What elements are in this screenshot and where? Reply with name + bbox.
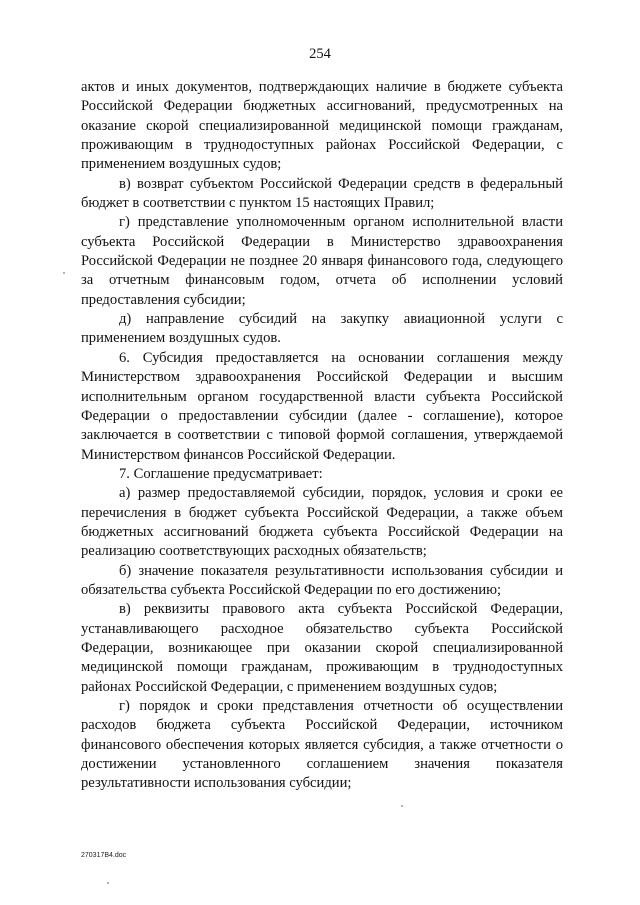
paragraph-item-g-report: г) представление уполномоченным органом исполнительной власти субъекта Российской Федерации в Министерство здравоохранения Российской Федерации не позднее 20 января финансового года, следующего за отчетным финансовым годом, отчета об исполнении условий предоставления субсидии; xyxy=(81,214,563,308)
document-file-id: 270317B4.doc xyxy=(81,852,127,859)
paragraph-item-v-refund: в) возврат субъектом Российской Федерации средств в федеральный бюджет в соответствии с пунктом 15 настоящих Правил; xyxy=(81,175,563,212)
page-number: 254 xyxy=(309,46,331,62)
paragraph-item-b-indicator: б) значение показателя результативности использования субсидии и обязательства субъекта Российской Федерации по его достижению; xyxy=(81,562,563,598)
scan-speck xyxy=(107,882,109,884)
paragraph-item-g-reporting: г) порядок и сроки представления отчетности об осуществлении расходов бюджета субъекта Российской Федерации, источником финансового обеспечения которых является субсидия, а также отчетности о достижении установленного соглашением значения показателя результативности использования субсидии; xyxy=(81,698,563,792)
paragraph-item-d-procurement: д) направление субсидий на закупку авиационной услуги с применением воздушных судов. xyxy=(81,311,563,347)
paragraph-clause-7-heading: 7. Соглашение предусматривает: xyxy=(119,465,323,482)
paragraph-item-a-amount: а) размер предоставляемой субсидии, порядок, условия и сроки ее перечисления в бюджет субъекта Российской Федерации, а также объем бюджетных ассигнований бюджета субъекта Российской Федерации на реализацию соответствующих расходных обязательств; xyxy=(81,485,563,560)
scan-speck xyxy=(63,272,65,274)
paragraph-continuation: актов и иных документов, подтверждающих наличие в бюджете субъекта Российской Федерации бюджетных ассигнований, предусмотренных на оказание скорой специализированной медицинской помощи гражданам, проживающим в труднодоступных районах Российской Федерации, с применением воздушных судов; xyxy=(81,79,563,173)
scan-speck xyxy=(401,805,403,807)
paragraph-item-v-legal-act: в) реквизиты правового акта субъекта Российской Федерации, устанавливающего расходное обязательство субъекта Российской Федерации, возникающее при оказании скорой специализированной медицинской помощи гражданам, проживающим в труднодоступных районах Российской Федерации, с применением воздушных судов; xyxy=(81,601,563,695)
paragraph-clause-6: 6. Субсидия предоставляется на основании соглашения между Министерством здравоохранения Российской Федерации и высшим исполнительным органом государственной власти субъекта Российской Федерации о предоставлении субсидии (далее - соглашение), которое заключается в соответствии с типовой формой соглашения, утверждаемой Министерством финансов Российской Федерации. xyxy=(81,349,563,463)
document-body xyxy=(81,78,563,794)
